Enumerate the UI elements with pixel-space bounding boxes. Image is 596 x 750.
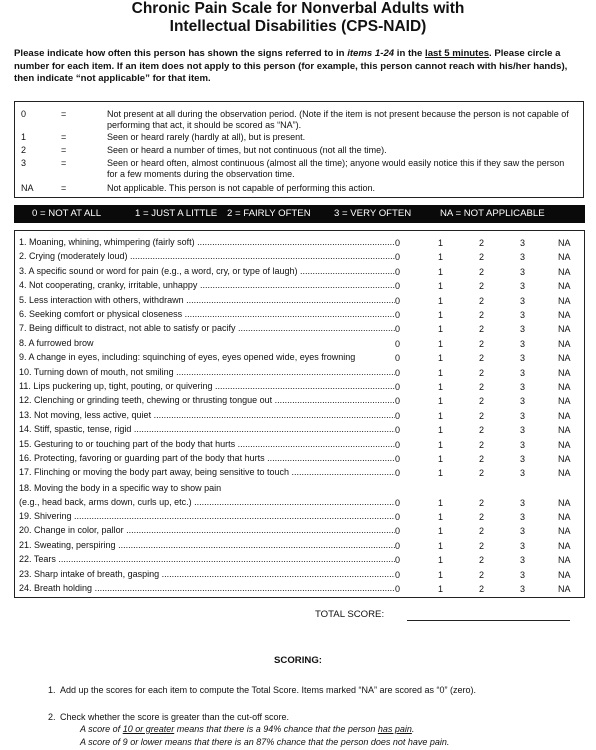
rating-option-3[interactable]: 3 [520,396,526,407]
rating-option-na[interactable]: NA [558,410,571,421]
rating-option-1[interactable]: 1 [438,454,444,464]
rating-option-na[interactable]: NA [558,468,571,479]
item-label: 8. A furrowed brow [19,337,94,348]
rating-option-2[interactable]: 2 [479,526,485,537]
rating-option-0[interactable]: 0 [395,583,401,594]
total-score-field[interactable] [407,620,570,621]
rating-option-2[interactable]: 2 [479,353,485,364]
item-row [15,366,584,379]
rating-option-0[interactable]: 0 [395,281,401,292]
rating-option-1[interactable]: 1 [438,338,444,349]
rating-option-3[interactable]: 3 [520,425,526,436]
item-row [15,394,584,407]
rating-legend [14,101,584,198]
legend-equals: = [61,109,67,119]
rating-option-2[interactable]: 2 [479,266,485,277]
rating-option-1[interactable]: 1 [438,569,444,580]
rating-option-1[interactable]: 1 [438,526,444,537]
rating-option-3[interactable]: 3 [520,338,526,349]
rating-option-2[interactable]: 2 [479,468,485,479]
rating-option-2[interactable]: 2 [479,324,485,335]
rating-option-1[interactable]: 1 [438,410,444,421]
rating-option-2[interactable]: 2 [479,439,485,450]
rating-option-2[interactable]: 2 [479,540,485,551]
page-title [0,0,596,36]
rating-option-0[interactable]: 0 [395,540,401,551]
legend-code: 3 [21,158,27,168]
rating-option-na[interactable]: NA [558,281,571,292]
rating-option-3[interactable]: 3 [520,526,526,537]
item-row [15,409,584,422]
rating-option-2[interactable]: 2 [479,338,485,349]
rating-option-1[interactable]: 1 [438,497,444,508]
item-label: 21. Sweating, perspiring ..... [19,539,395,552]
item-row [15,337,584,350]
item-row [15,279,584,292]
rating-option-2[interactable]: 2 [479,252,485,263]
rating-option-1[interactable]: 1 [438,468,444,479]
cutoff-text: A score of [80,724,123,734]
rating-option-2[interactable]: 2 [479,555,485,566]
legend-description: Seen or heard rarely (hardly at all), but is present. [107,132,306,142]
cutoff-rule-no-pain: A score of 9 or lower means that there is an 87% chance that the person does not have pain. [80,737,450,747]
rating-option-1[interactable]: 1 [438,295,444,306]
rating-option-na[interactable]: NA [558,555,571,566]
rating-option-3[interactable]: 3 [520,382,526,392]
intro-text-1: Please indicate how often this person has shown the signs referred to in [14,48,348,59]
rating-option-1[interactable]: 1 [438,281,444,292]
rating-option-2[interactable]: 2 [479,295,485,306]
rating-option-2[interactable]: 2 [479,396,485,407]
item-row [15,380,584,393]
legend-code: 1 [21,132,27,142]
item-label: 17. Flinching or moving the body part away, being sensitive to touch ..... [19,466,395,479]
rating-option-2[interactable]: 2 [479,367,485,378]
title-line-2: Intellectual Disabilities (CPS-NAID) [169,18,427,35]
rating-option-0[interactable]: 0 [395,353,401,364]
item-row [15,553,584,566]
rating-option-0[interactable]: 0 [395,396,401,407]
rating-option-na[interactable]: NA [558,338,571,349]
item-label: 4. Not cooperating, cranky, irritable, unhappy ..... [19,279,395,292]
total-score-label: TOTAL SCORE: [315,609,385,620]
rating-option-na[interactable]: NA [558,310,571,320]
intro-items-ref: items 1-24 [347,48,395,59]
item-label: 6. Seeking comfort or physical closeness ..... [19,308,395,321]
rating-option-0[interactable]: 0 [395,324,401,335]
item-label: 22. Tears ..... [19,553,395,566]
item-label: 7. Being difficult to distract, not able to satisfy or pacify ..... [19,322,395,335]
legend-code: 0 [21,109,27,119]
rating-option-1[interactable]: 1 [438,238,444,248]
rating-option-1[interactable]: 1 [438,252,444,263]
item-row [15,308,584,321]
scale-key-na: NA = NOT APPLICABLE [440,208,545,219]
item-row [15,539,584,552]
legend-code: 2 [21,145,27,155]
legend-equals: = [61,132,67,142]
item-row [15,294,584,307]
intro-time-window: last 5 minutes [425,48,490,59]
rating-option-2[interactable]: 2 [479,382,485,392]
item-row [15,568,584,581]
legend-equals: = [61,183,67,193]
rating-option-3[interactable]: 3 [520,454,526,464]
rating-option-0[interactable]: 0 [395,526,401,537]
rating-option-0[interactable]: 0 [395,439,401,450]
rating-option-2[interactable]: 2 [479,583,485,594]
rating-option-2[interactable]: 2 [479,569,485,580]
rating-option-3[interactable]: 3 [520,540,526,551]
item-label: 13. Not moving, less active, quiet ..... [19,409,395,422]
rating-option-1[interactable]: 1 [438,555,444,566]
legend-equals: = [61,158,67,168]
rating-option-na[interactable]: NA [558,238,571,248]
rating-option-3[interactable]: 3 [520,410,526,421]
item-row [15,236,584,249]
rating-option-3[interactable]: 3 [520,367,526,378]
item-row [15,452,584,465]
item-label: 12. Clenching or grinding teeth, chewing or thrusting tongue out ..... [19,394,395,407]
intro-text-3: . Please circle a number for each item. If an item does not apply to this person (for example, this person cannot reach with his/her hands), then indicate “not applicable” for that item. [14,48,568,84]
legend-description: Seen or heard often, almost continuous (almost all the time); anyone would easily notice this if they saw the person for a few moments during the observation time. [107,158,565,179]
scale-key-3: 3 = VERY OFTEN [334,208,412,219]
legend-description: Not applicable. This person is not capable of performing this action. [107,183,375,193]
rating-option-0[interactable]: 0 [395,310,401,320]
rating-option-0[interactable]: 0 [395,252,401,263]
item-label: 10. Turning down of mouth, not smiling ..... [19,366,395,379]
rating-option-0[interactable]: 0 [395,454,401,464]
rating-option-3[interactable]: 3 [520,468,526,479]
item-label: 3. A specific sound or word for pain (e.g., a word, cry, or type of laugh) ..... [19,265,395,278]
rating-option-0[interactable]: 0 [395,410,401,421]
rating-option-3[interactable]: 3 [520,555,526,566]
rating-option-2[interactable]: 2 [479,454,485,464]
rating-option-na[interactable]: NA [558,367,571,378]
rating-option-na[interactable]: NA [558,382,571,392]
item-row [15,423,584,436]
rating-option-na[interactable]: NA [558,569,571,580]
scale-key-2: 2 = FAIRLY OFTEN [227,208,311,219]
item-row [15,496,584,509]
legend-description: Not present at all during the observation period. (Note if the item is not present because the person is not capable of performing that act, it should be scored as “NA”). [107,109,569,130]
item-18-title: 18. Moving the body in a specific way to show pain [19,483,222,493]
rating-option-3[interactable]: 3 [520,439,526,450]
rating-option-na[interactable]: NA [558,425,571,436]
item-label: 16. Protecting, favoring or guarding part of the body that hurts ..... [19,452,395,465]
rating-option-1[interactable]: 1 [438,266,444,277]
intro-text-2: in the [394,48,426,59]
legend-equals: = [61,145,67,155]
rating-option-3[interactable]: 3 [520,569,526,580]
item-row [15,265,584,278]
items-table [14,230,585,620]
rating-option-na[interactable]: NA [558,396,571,407]
legend-description: Seen or heard a number of times, but not continuous (not all the time). [107,145,387,155]
rating-option-1[interactable]: 1 [438,367,444,378]
item-row [15,524,584,537]
cutoff-has-pain: has pain [377,724,412,734]
step-number: 2. [48,712,56,722]
item-label: (e.g., head back, arms down, curls up, etc.) ..... [19,496,395,509]
rating-option-0[interactable]: 0 [395,468,401,479]
item-label: 19. Shivering ..... [19,510,395,523]
rating-option-0[interactable]: 0 [395,497,401,508]
rating-option-0[interactable]: 0 [395,382,401,392]
item-row [15,322,584,335]
scoring-heading: SCORING: [274,655,322,666]
rating-option-na[interactable]: NA [558,252,571,263]
instructions-paragraph [14,48,586,86]
legend-code: NA [21,183,34,193]
rating-option-1[interactable]: 1 [438,353,444,364]
rating-option-na[interactable]: NA [558,353,571,364]
rating-option-1[interactable]: 1 [438,511,444,522]
item-label: 23. Sharp intake of breath, gasping ..... [19,568,395,581]
item-label: 9. A change in eyes, including: squinching of eyes, eyes opened wide, eyes frowning [19,352,356,363]
rating-option-0[interactable]: 0 [395,338,401,349]
rating-option-0[interactable]: 0 [395,367,401,378]
rating-option-2[interactable]: 2 [479,425,485,436]
rating-option-1[interactable]: 1 [438,583,444,594]
step-number: 1. [48,685,56,695]
item-label: 24. Breath holding ..... [19,582,395,595]
step-text: Check whether the score is greater than the cut-off score. [60,712,289,722]
item-label: 14. Stiff, spastic, tense, rigid ..... [19,423,395,436]
rating-option-3[interactable]: 3 [520,353,526,364]
item-row [15,250,584,263]
item-label: 2. Crying (moderately loud) ..... [19,250,395,263]
rating-option-0[interactable]: 0 [395,425,401,436]
rating-option-na[interactable]: NA [558,439,571,450]
rating-option-2[interactable]: 2 [479,410,485,421]
item-row [15,438,584,451]
rating-option-2[interactable]: 2 [479,238,485,248]
item-label: 5. Less interaction with others, withdrawn ..... [19,294,395,307]
rating-option-1[interactable]: 1 [438,396,444,407]
rating-option-0[interactable]: 0 [395,266,401,277]
rating-option-3[interactable]: 3 [520,281,526,292]
rating-option-0[interactable]: 0 [395,295,401,306]
cutoff-threshold: 10 or greater [122,724,175,734]
item-label: 15. Gesturing to or touching part of the body that hurts ..... [19,438,395,451]
item-row [15,510,584,523]
scale-key-1: 1 = JUST A LITTLE [135,208,218,219]
rating-option-2[interactable]: 2 [479,497,485,508]
rating-option-0[interactable]: 0 [395,238,401,248]
item-label: 1. Moaning, whining, whimpering (fairly soft) ..... [19,236,395,249]
rating-option-0[interactable]: 0 [395,569,401,580]
cutoff-text: . [411,724,415,734]
rating-option-3[interactable]: 3 [520,497,526,508]
rating-option-3[interactable]: 3 [520,266,526,277]
rating-option-3[interactable]: 3 [520,295,526,306]
rating-option-3[interactable]: 3 [520,583,526,594]
rating-option-2[interactable]: 2 [479,511,485,522]
rating-option-na[interactable]: NA [558,266,571,277]
item-label: 11. Lips puckering up, tight, pouting, or quivering ..... [19,380,395,393]
rating-option-1[interactable]: 1 [438,439,444,450]
item-label: 20. Change in color, pallor ..... [19,524,395,537]
rating-option-na[interactable]: NA [558,540,571,551]
rating-option-3[interactable]: 3 [520,310,526,320]
rating-option-1[interactable]: 1 [438,425,444,436]
rating-option-2[interactable]: 2 [479,281,485,292]
rating-option-3[interactable]: 3 [520,252,526,263]
rating-option-1[interactable]: 1 [438,324,444,335]
rating-option-na[interactable]: NA [558,511,571,522]
rating-option-3[interactable]: 3 [520,511,526,522]
cutoff-text: means that there is a 94% chance that the person [174,724,378,734]
scale-key-0: 0 = NOT AT ALL [32,208,102,219]
rating-option-0[interactable]: 0 [395,511,401,522]
rating-option-na[interactable]: NA [558,295,571,306]
rating-option-1[interactable]: 1 [438,540,444,551]
rating-option-2[interactable]: 2 [479,310,485,320]
rating-option-3[interactable]: 3 [520,324,526,335]
rating-option-na[interactable]: NA [558,497,571,508]
rating-option-0[interactable]: 0 [395,555,401,566]
rating-option-3[interactable]: 3 [520,238,526,248]
item-row [15,466,584,479]
item-row [15,351,584,364]
cutoff-rule-pain [80,724,414,734]
rating-option-na[interactable]: NA [558,583,571,594]
scale-key-bar [14,205,585,223]
rating-option-1[interactable]: 1 [438,310,444,320]
step-text: Add up the scores for each item to compute the Total Score. Items marked “NA” are scored as “0” (zero). [60,685,477,695]
rating-option-na[interactable]: NA [558,324,571,335]
item-row [15,582,584,595]
rating-option-1[interactable]: 1 [438,382,444,392]
rating-option-na[interactable]: NA [558,454,571,464]
title-line-1: Chronic Pain Scale for Nonverbal Adults with [131,0,465,17]
rating-option-na[interactable]: NA [558,526,571,537]
